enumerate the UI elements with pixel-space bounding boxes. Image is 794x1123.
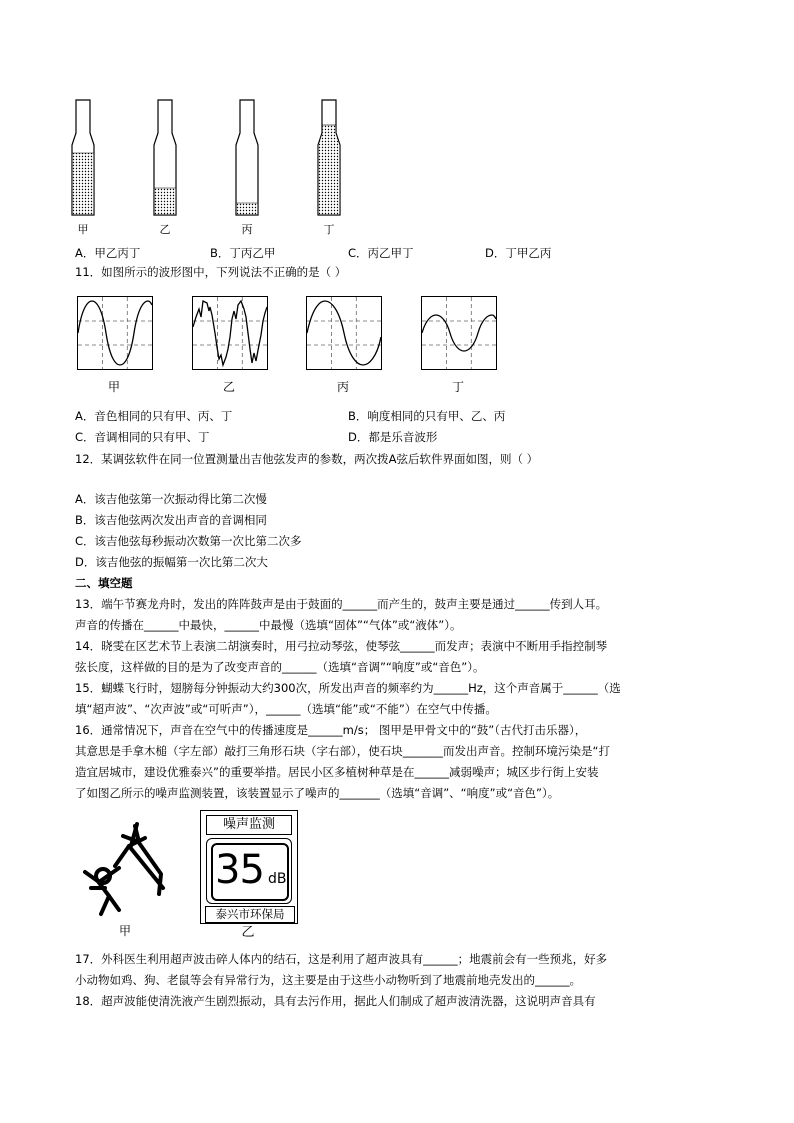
bottle-label-ding: 丁 [323,223,335,236]
q16-line-2: 其意思是手拿木槌（字左部）敲打三角形石块（字右部），使石块_______而发出声音。控制环境污染是“打 [75,744,610,758]
q14-line-1: 14．晓雯在区艺术节上表演二胡演奏时，用弓拉动琴弦，使琴弦______而发声；表演中不断用手指控制琴 [75,639,608,653]
bottles-figure [60,95,360,245]
q12-option-a: A．该吉他弦第一次振动得比第二次慢 [75,492,267,506]
wave-label-jia: 甲 [107,380,120,394]
q11-stem: 11．如图所示的波形图中，下列说法不正确的是（ ） [75,265,347,279]
q12-option-d: D．该吉他弦的振幅第一次比第二次大 [75,555,268,569]
noise-monitor-title: 噪声监测 [206,815,292,835]
q16-line-1: 16．通常情况下，声音在空气中的传播速度是______m/s； 图甲是甲骨文中的“鼓”（古代打击乐器）， [75,723,587,737]
oracle-bone-drum-figure [75,818,175,938]
noise-monitor-footer: 泰兴市环保局 [205,906,295,923]
q13-line-2: 声音的传播在______中最快，______中最慢（选填“固体”“气体”或“液体”）。 [75,618,462,632]
bottle-label-jia: 甲 [77,223,89,236]
wave-label-ding: 丁 [451,380,464,394]
q16-line-3: 造宜居城市，建设优雅泰兴”的重要举措。居民小区多植树种草是在______减弱噪声；城区步行街上安装 [75,765,599,779]
q11-option-c: C．音调相同的只有甲、丁 [75,430,210,444]
bottles-drawing [60,95,360,220]
q10-option-c: C．丙乙甲丁 [348,246,414,260]
waveform-yi [192,296,268,370]
q12-stem: 12．某调弦软件在同一位置测量出吉他弦发声的参数，两次拨A弦后软件界面如图，则（ ） [75,452,539,466]
bottle-label-bing: 丙 [241,223,253,236]
q14-line-2: 弦长度，这样做的目的是为了改变声音的______（选填“音调”“响度”或“音色”）。 [75,660,485,674]
waveform-bing [306,296,382,370]
q11-option-a: A．音色相同的只有甲、丙、丁 [75,409,233,423]
q16-line-4: 了如图乙所示的噪声监测装置，该装置显示了噪声的_______（选填“音调”、“响度”或“音色”）。 [75,786,560,800]
q15-line-2: 填“超声波”、“次声波”或“可听声”），______（选填“能”或“不能”）在空气中传播。 [75,702,497,716]
q11-option-d: D．都是乐音波形 [348,430,438,444]
q17-line-2: 小动物如鸡、狗、老鼠等会有异常行为，这主要是由于这些小动物听到了地震前地壳发出的______。 [75,973,581,987]
noise-monitor-unit: dB [268,871,287,887]
bottle-ding [318,100,340,215]
bottle-yi [154,100,176,215]
q12-option-c: C．该吉他弦每秒振动次数第一次比第二次多 [75,534,302,548]
bottle-label-yi: 乙 [159,223,171,236]
q10-option-d: D．丁甲乙丙 [485,246,552,260]
q18-line-1: 18．超声波能使清洗液产生剧烈振动，具有去污作用，据此人们制成了超声波清洗器，这说明声音具有 [75,994,596,1008]
q12-option-b: B．该吉他弦两次发出声音的音调相同 [75,513,267,527]
section-heading-fill-in: 二、填空题 [75,576,133,590]
bottle-jia [72,100,94,215]
noise-monitor-value: 35 [215,847,264,893]
bottle-bing [236,100,258,215]
q10-option-b: B．丁丙乙甲 [210,246,276,260]
q17-line-1: 17．外科医生利用超声波击碎人体内的结石，这是利用了超声波具有______；地震前会有一些预兆，好多 [75,952,608,966]
q11-option-b: B．响度相同的只有甲、乙、丙 [348,409,506,423]
q10-option-a: A．甲乙丙丁 [75,246,141,260]
waveform-ding [421,296,497,370]
fig16-label-jia: 甲 [118,924,131,938]
wave-label-yi: 乙 [222,380,235,394]
noise-monitor-device [200,810,298,924]
q13-line-1: 13．端午节赛龙舟时，发出的阵阵鼓声是由于鼓面的______而产生的，鼓声主要是通过______传到人耳。 [75,597,608,611]
waveform-jia [77,296,153,370]
q15-line-1: 15．蝴蝶飞行时，翅膀每分钟振动大约300次，所发出声音的频率约为______Hz，这个声音属于______（选 [75,681,621,695]
wave-label-bing: 丙 [336,380,349,394]
noise-monitor-display [206,838,292,904]
fig16-label-yi: 乙 [241,925,255,940]
drum-glyph-drawing [75,818,175,923]
